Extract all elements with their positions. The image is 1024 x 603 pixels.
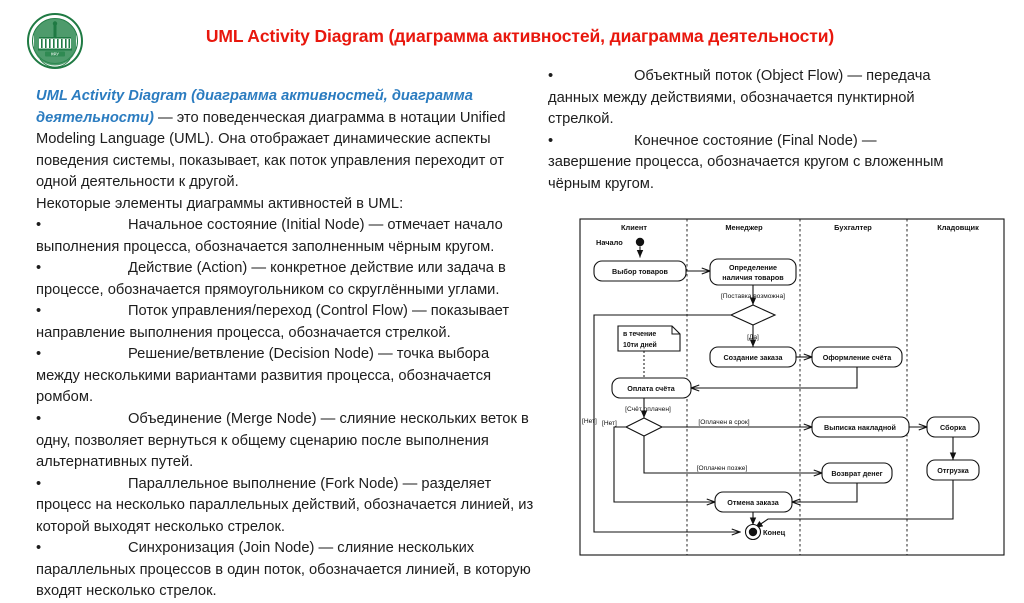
note-line-1: в течение <box>623 331 657 338</box>
guard-net-left: [Нет] <box>582 418 597 425</box>
lane-title-client: Клиент <box>621 223 647 232</box>
bullet-text: Действие (Action) — конкретное действие или задача в процессе, обозначается прямоугольником со скруглёнными углами. <box>36 260 506 298</box>
university-emblem-logo <box>26 12 84 70</box>
node-sborka-label: Сборка <box>940 423 966 432</box>
page-header <box>0 0 1024 72</box>
bullet-dot-icon <box>36 344 128 366</box>
bullet-text: Поток управления/переход (Control Flow) — показывает направление выполнения процесса, обозначается стрелкой. <box>36 303 510 341</box>
bullet-action <box>36 258 536 301</box>
node-otgruzka-label: Отгрузка <box>937 466 969 475</box>
intro-rest: — это поведенческая диаграмма в нотации Unified Modeling Language (UML). Она отображает динамические аспекты поведения системы, показывает, как поток управления переходит от одной деятельности к другой. <box>36 109 506 191</box>
bullet-initial-node <box>36 215 536 258</box>
bullet-final-node <box>548 131 948 196</box>
bullet-text: Объектный поток (Object Flow) — передача данных между действиями, обозначается пунктирной стрелкой. <box>548 68 931 128</box>
bullet-dot-icon <box>36 474 128 496</box>
uml-activity-diagram <box>572 207 1012 567</box>
bullet-text: Синхронизация (Join Node) — слияние нескольких параллельных процессов в один поток, обозначается линией, в которую входят несколько стрелок. <box>36 540 531 600</box>
initial-node-icon <box>636 238 644 246</box>
list-intro: Некоторые элементы диаграммы активностей в UML: <box>36 195 404 212</box>
bullet-text: Решение/ветвление (Decision Node) — точка выбора между несколькими вариантами развития процесса, обозначается ромбом. <box>36 346 492 406</box>
flow-oformlenie-to-oplata <box>691 367 857 388</box>
bullet-fork-node <box>36 474 536 539</box>
intro-paragraph <box>36 86 536 194</box>
node-oformlenie-scheta-label: Оформление счёта <box>822 353 892 362</box>
node-vypiska-nakladnoy-label: Выписка накладной <box>824 423 896 432</box>
decision-node-oplata <box>626 418 662 436</box>
guard-da: [Да] <box>747 334 759 341</box>
intro-lead-phrase: UML Activity Diagram (диаграмма активностей, диаграмма деятельности) <box>36 88 473 126</box>
bullet-dot-icon <box>36 538 128 560</box>
bullet-text: Начальное состояние (Initial Node) — отмечает начало выполнения процесса, обозначается заполненным чёрным кругом. <box>36 217 503 255</box>
final-node-inner-icon <box>749 528 757 536</box>
lane-title-storekeeper: Кладовщик <box>937 223 979 232</box>
bullet-dot-icon <box>548 131 634 153</box>
right-text-column <box>548 66 948 195</box>
node-vozvrat-deneg-label: Возврат денег <box>831 469 883 478</box>
bullet-dot-icon <box>548 66 634 88</box>
guard-postavka-vozmozhna: [Поставка возможна] <box>721 293 785 300</box>
bullet-text: Параллельное выполнение (Fork Node) — разделяет процесс на несколько параллельных действий, обозначается линией, из которой выходят несколько стрелок. <box>36 475 534 535</box>
note-line-2: 10ти дней <box>623 342 657 349</box>
node-oplata-scheta-label: Оплата счёта <box>627 384 675 393</box>
bullet-dot-icon <box>36 258 128 280</box>
guard-oplachen-v-srok: [Оплачен в срок] <box>698 419 750 426</box>
bullet-text: Объединение (Merge Node) — слияние нескольких веток в одну, позволяет вернуться к общему сценарию после выполнения альтернативных путей. <box>36 410 529 471</box>
bullet-merge-node <box>36 409 536 474</box>
bullet-dot-icon <box>36 409 128 431</box>
node-vybor-tovarov-label: Выбор товаров <box>612 267 668 276</box>
guard-oplachen-pozzhe: [Оплачен позже] <box>696 465 748 472</box>
initial-node-label: Начало <box>596 238 623 247</box>
node-sozdanie-zakaza-label: Создание заказа <box>723 353 783 362</box>
bullet-object-flow <box>548 66 948 131</box>
bullet-dot-icon <box>36 301 128 323</box>
final-node-label: Конец <box>763 528 786 537</box>
bullet-join-node <box>36 538 536 603</box>
decision-node-postavka <box>731 305 775 325</box>
node-otmena-zakaza-label: Отмена заказа <box>727 498 779 507</box>
page-title: UML Activity Diagram (диаграмма активностей, диаграмма деятельности) <box>205 26 835 46</box>
node-opredelenie-label-1: Определение <box>728 263 778 272</box>
node-opredelenie-label-2: наличия товаров <box>722 273 784 282</box>
left-text-column <box>36 86 536 603</box>
flow-vozvrat-to-otmena <box>792 483 857 502</box>
lane-title-manager: Менеджер <box>725 223 763 232</box>
lane-title-accountant: Бухгалтер <box>834 223 872 232</box>
guard-net-mid: [Нет] <box>602 420 617 427</box>
guard-schet-oplachen: [Счёт оплачен] <box>625 406 671 413</box>
bullet-decision-node <box>36 344 536 409</box>
svg-text:КФУ: КФУ <box>51 51 59 57</box>
bullet-dot-icon <box>36 215 128 237</box>
bullet-control-flow <box>36 301 536 344</box>
bullet-text: Конечное состояние (Final Node) — завершение процесса, обозначается кругом с вложенным чёрным кругом. <box>548 132 944 192</box>
